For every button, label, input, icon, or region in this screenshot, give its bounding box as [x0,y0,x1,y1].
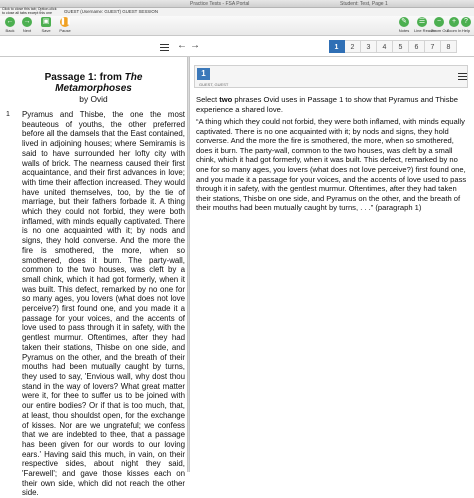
window-title: Practice Tests - FSA Portal [190,1,250,7]
zoom-out-button[interactable] [431,17,447,33]
student-name: GUEST, GUEST [199,82,229,87]
back-label: Back [5,28,15,33]
passage-menu-icon[interactable] [160,44,169,51]
pause-button[interactable] [57,17,73,33]
expand-right-icon[interactable]: → [190,40,200,51]
question-nav-1[interactable]: 1 [329,40,345,53]
help-icon: ? [461,17,471,27]
line-reader-label: Line Reader [414,28,436,33]
question-prompt [196,95,468,114]
zoom-in-label: Zoom In [446,28,462,33]
question-number-badge: 1 [197,68,210,80]
zoom-out-label: Zoom Out [431,28,449,33]
notes-label: Notes [398,28,410,33]
info-bar [0,8,474,16]
question-nav-8[interactable]: 8 [441,40,457,53]
question-nav-3[interactable]: 3 [361,40,377,53]
question-nav-2[interactable]: 2 [345,40,361,53]
question-panel [190,58,474,472]
navigation-strip [0,37,474,57]
arrow-right-icon: → [23,18,31,25]
question-prompt-start: Select [196,95,220,104]
passage-author: by Ovid [79,94,108,104]
close-tab-tip: Click to close this tab; Option-click to close all tabs except this one [2,7,57,15]
question-nav-4[interactable]: 4 [377,40,393,53]
help-button[interactable] [459,17,473,33]
page-title: Student: Test, Page 1 [340,1,388,7]
pause-icon: ❚❚ [60,18,72,25]
question-prompt-end: phrases Ovid uses in Passage 1 to show that Pyramus and Thisbe experience a shared love. [196,95,458,114]
next-button[interactable] [19,17,35,33]
collapse-left-icon[interactable]: ← [177,40,187,51]
line-reader-button[interactable] [414,17,436,33]
paragraph-number: 1 [6,111,10,118]
line-reader-icon: ☰ [418,18,426,25]
window-titlebar [0,0,474,8]
question-navigator [329,40,457,54]
arrow-left-icon: ← [6,18,14,25]
question-header [194,65,468,88]
save-button[interactable] [38,17,54,33]
save-label: Save [41,28,51,33]
help-label: Help [461,28,471,33]
passage-title [10,72,177,94]
passage-title-prefix: Passage 1: from [44,72,125,83]
user-info: GUEST (Username: GUEST) GUEST SESSION [64,9,159,14]
question-nav-7[interactable]: 7 [425,40,441,53]
selectable-excerpt[interactable]: “A thing which they could not forbid, they were both inflamed, with minds equally captivated. There is no one acquainted with it; by nods and signs, they hold converse. And the more the fire is smothered, the more, when so smothered, does it burn. The party-wall, common to the two houses, was cleft by a small chink, which it had got formerly, when it was built. This defect, remarked by no one for so many ages, you lovers (what does not love perceive?) first found one, and you made it a passage for your voices, and the accents of love used to pass through it in safety, with the gentlest murmur. Oftentimes, after they had taken their stations, Thisbe on one side, and Pyramus on the other, and the breath of their mouths had been mutually caught by turns, . . .” (paragraph 1) [196,117,467,213]
back-button[interactable] [2,17,18,33]
notes-icon: ✎ [399,17,409,27]
question-nav-6[interactable]: 6 [409,40,425,53]
save-icon: ▣ [42,18,50,25]
zoom-out-icon: − [434,17,444,27]
toolbar [0,16,474,36]
question-nav-5[interactable]: 5 [393,40,409,53]
pause-label: Pause [59,28,71,33]
question-menu-icon[interactable] [458,73,467,80]
passage-body: Pyramus and Thisbe, the one the most beauteous of youths, the other preferred before all the damsels that the East contained, lived in adjoining houses; where Semiramis is said to have surrounded her lofty city with walls of brick. The nearness caused their first acquaintance, and their first advances in love; with time their affection increased. They would have united themselves, too, by the tie of marriage, but their fathers forbade it. A thing which they could not forbid, they were both inflamed, with minds equally captivated. There is no one acquainted with it; by nods and signs, they hold converse. And the more the fire is smothered, the more, when so smothered, does it burn. The party-wall, common to the two houses, was cleft by a small chink, which it had got formerly, when it was built. This defect, remarked by no one for so many ages, you lovers (what does not love perceive?) first found one, and you made it a passage for your voices, and the accents of love used to pass through it in safety, with the gentlest murmur. Oftentimes, after they had taken their stations, Thisbe on one side, and Pyramus on the other, and the breath of their mouths had been mutually caught by turns, they used to say, 'Envious wall, why dost thou stand in the way of lovers? What great matter were it, for thee to suffer us to be joined with our entire bodies? Or if that is too much, that, at least, thou shouldst open, for the exchange of kisses. Nor are we ungrateful; we confess that we are indebted to thee, that a passage has been given for our words to our loving ears.' Having said this much, in vain, on their respective sides, about night they said, 'Farewell'; and gave those kisses each on their own side, which did not reach the other side. [22,110,185,498]
next-label: Next [22,28,32,33]
passage-panel [0,58,187,498]
question-prompt-emphasis: two [219,95,233,104]
zoom-in-icon: + [449,17,459,27]
passage-title-work: The Metamorphoses [55,72,143,94]
notes-button[interactable] [396,17,412,33]
